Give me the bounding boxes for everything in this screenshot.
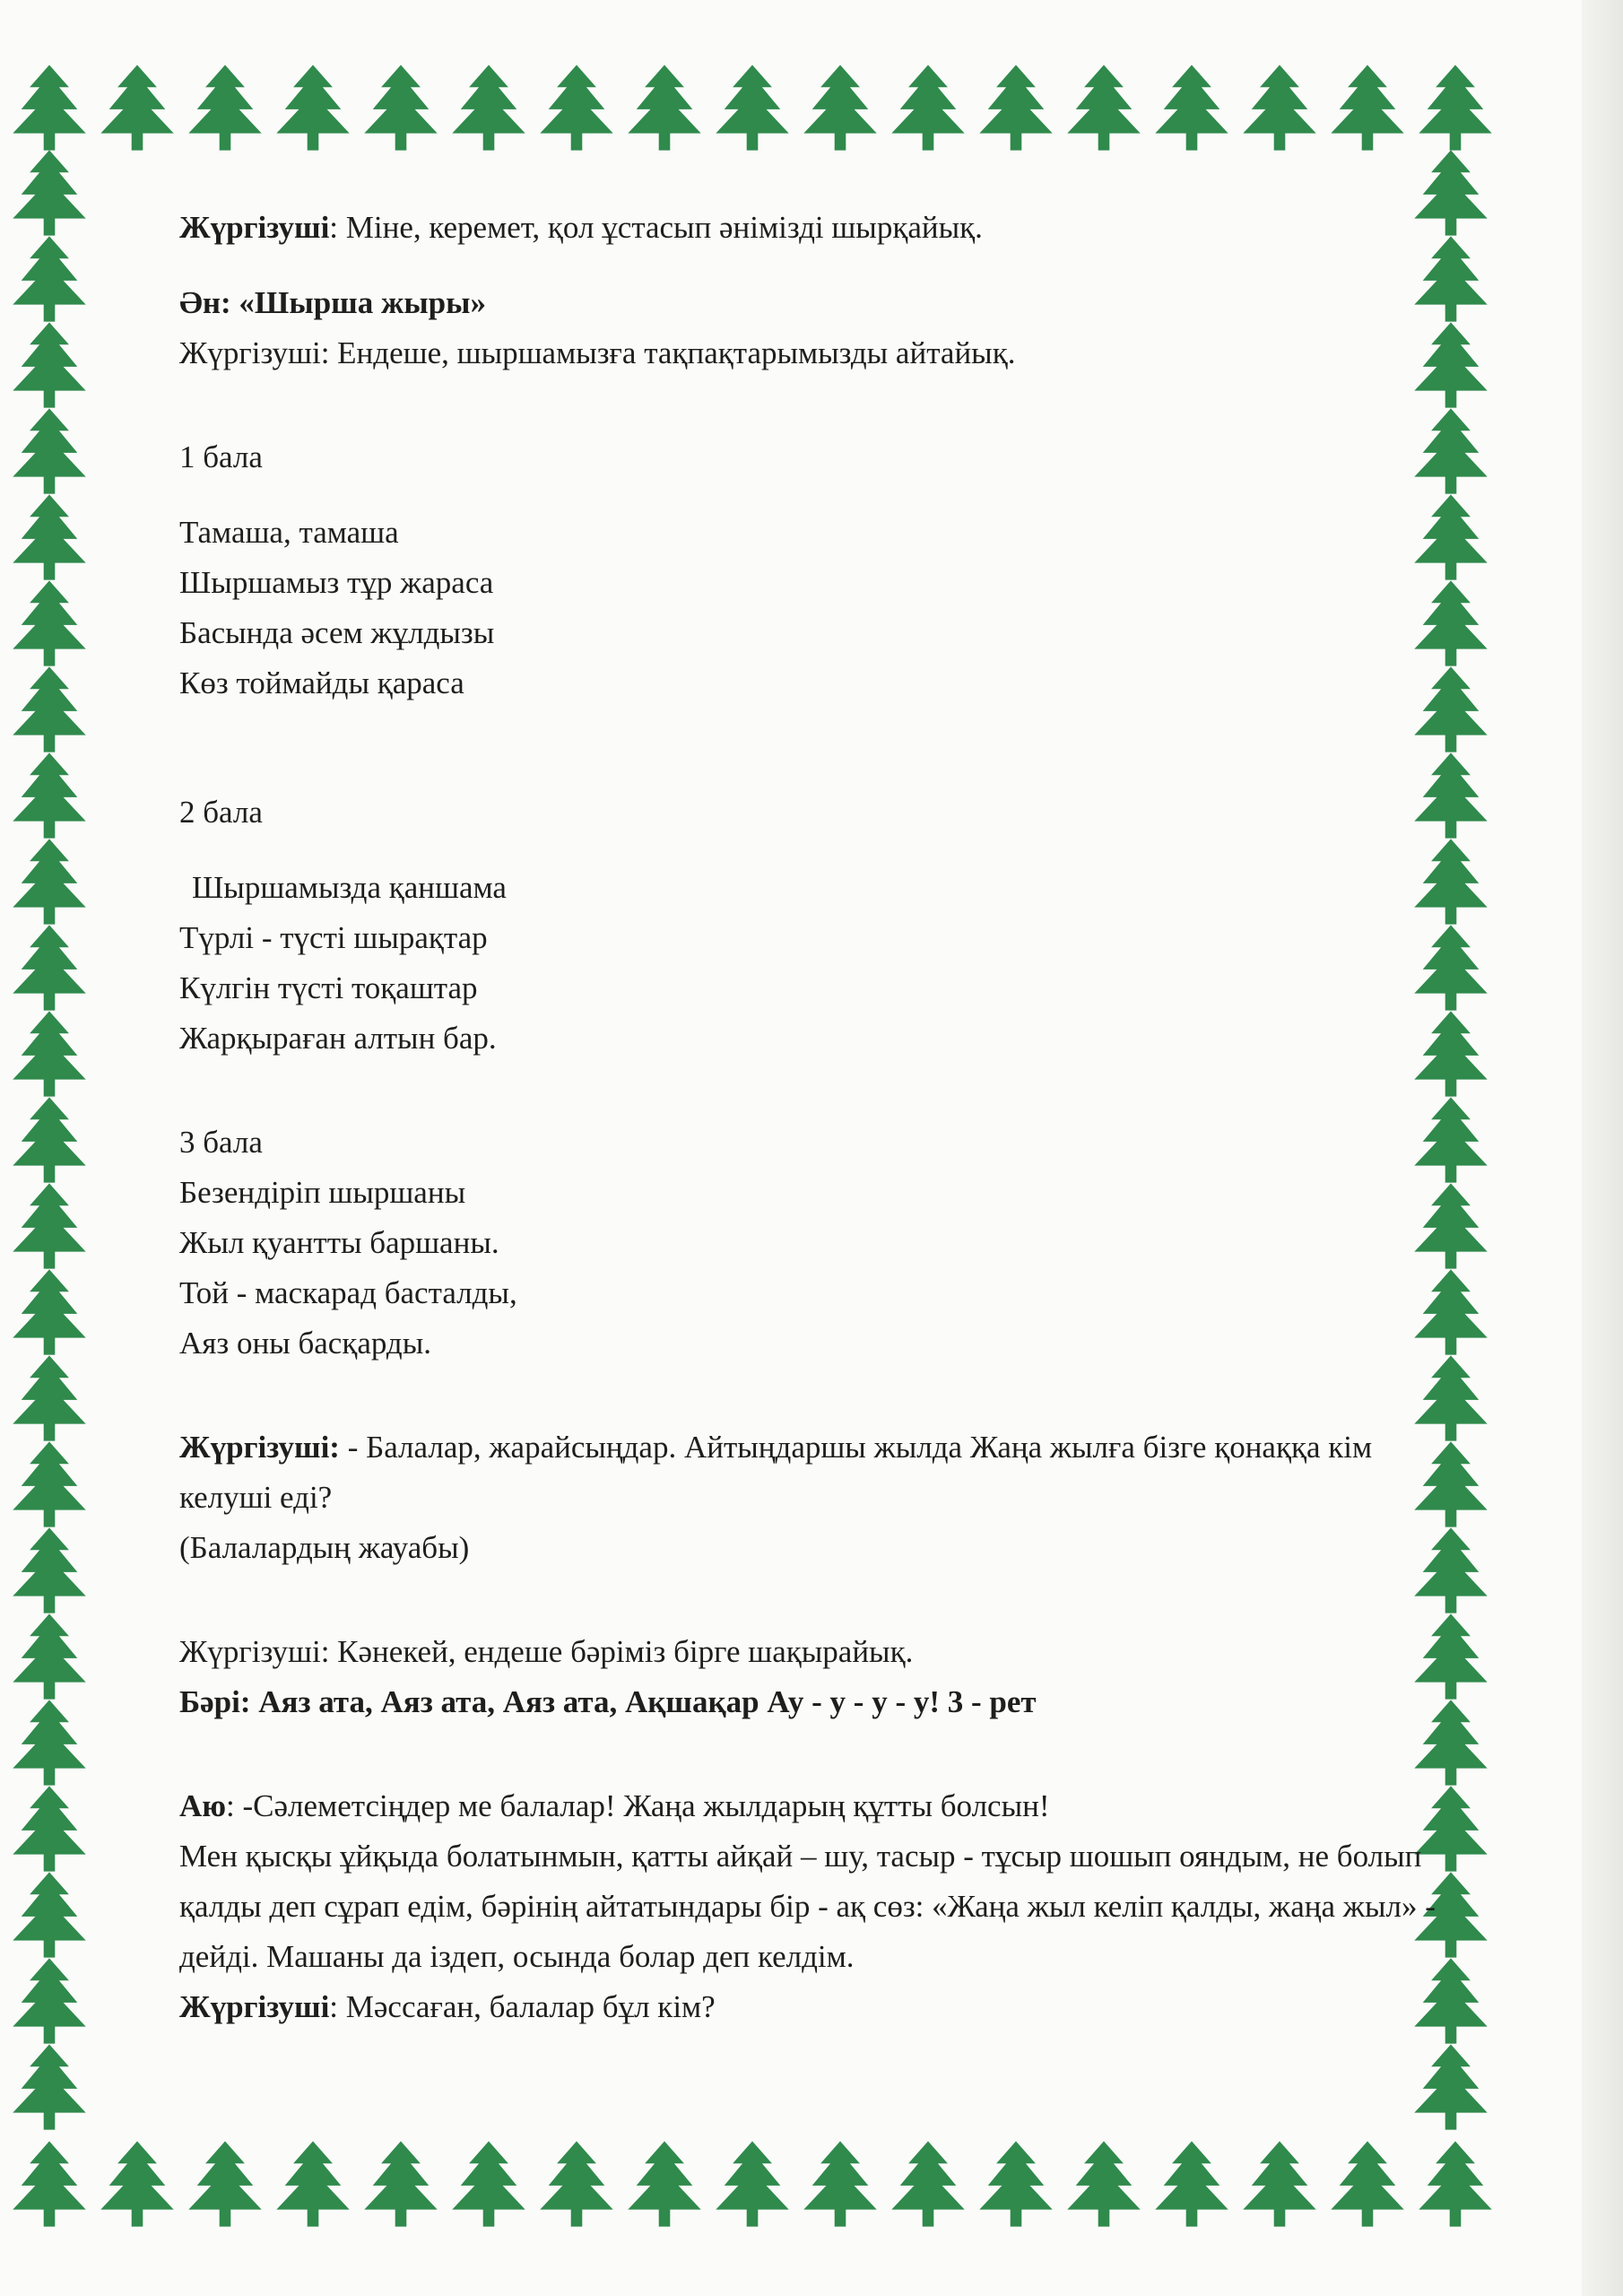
poem-2-line-1: Шыршамызда қаншама (192, 870, 507, 905)
fir-tree-icon (979, 2141, 1052, 2226)
host-line-3: Жүргізуші: Кәнекей, ендеше бәріміз бірге шақырайық. (179, 1634, 914, 1669)
fir-tree-icon (540, 65, 612, 150)
fir-tree-icon (716, 65, 788, 150)
fir-tree-icon (13, 1613, 85, 1699)
fir-tree-icon (1243, 65, 1315, 150)
fir-tree-icon (891, 2141, 964, 2226)
fir-tree-icon (13, 580, 85, 665)
fir-tree-icon (13, 236, 85, 321)
fir-tree-icon (1067, 65, 1140, 150)
poem-3-line-3: Той - маскарад басталды, (179, 1275, 517, 1310)
poem-2-line-4: Жарқыраған алтын бар. (179, 1021, 497, 1056)
fir-tree-icon (803, 2141, 876, 2226)
fir-tree-icon (13, 1183, 85, 1268)
fir-tree-icon (13, 839, 85, 924)
fir-tree-icon (13, 2141, 85, 2226)
fir-tree-icon (1067, 2141, 1140, 2226)
fir-tree-icon (13, 1527, 85, 1613)
fir-tree-icon (13, 752, 85, 838)
fir-tree-icon (716, 2141, 788, 2226)
fir-tree-icon (13, 322, 85, 407)
host-speaker: Жүргізуші (179, 1989, 330, 2024)
fir-tree-icon (1155, 65, 1228, 150)
fir-tree-icon (1331, 2141, 1403, 2226)
fir-tree-icon (100, 2141, 173, 2226)
children-answer: (Балалардың жауабы) (179, 1530, 470, 1565)
fir-tree-icon (628, 65, 700, 150)
fir-tree-icon (188, 2141, 261, 2226)
fir-tree-icon (13, 1441, 85, 1526)
fir-tree-icon (1243, 2141, 1315, 2226)
fir-tree-icon (13, 1786, 85, 1871)
host-question: Жүргізуші: - Балалар, жарайсыңдар. Айтыңдаршы жылда Жаңа жылға бізге қонаққа кім келуші еді? (179, 1430, 1373, 1515)
child-3-label: 3 бала (179, 1125, 263, 1160)
host-speaker: Жүргізуші (179, 210, 330, 245)
fir-tree-icon (13, 494, 85, 579)
fir-tree-icon (13, 1700, 85, 1785)
bear-speaker: Аю (179, 1788, 227, 1823)
fir-tree-icon (188, 65, 261, 150)
fir-tree-icon (364, 2141, 437, 2226)
fir-tree-icon (628, 2141, 700, 2226)
fir-tree-icon (452, 2141, 525, 2226)
fir-tree-icon (13, 65, 85, 150)
fir-tree-icon (13, 925, 85, 1010)
fir-tree-icon (13, 1011, 85, 1096)
fir-tree-icon (452, 65, 525, 150)
fir-tree-icon (364, 65, 437, 150)
poem-3-line-2: Жыл қуантты баршаны. (179, 1225, 499, 1260)
host-line-2: Жүргізуші: Ендеше, шыршамызға тақпақтарымызды айтайық. (179, 335, 1016, 370)
fir-tree-icon (13, 1269, 85, 1354)
child-2-label: 2 бала (179, 795, 263, 830)
fir-tree-icon (979, 65, 1052, 150)
fir-tree-icon (540, 2141, 612, 2226)
bear-speech: Мен қысқы ұйқыда болатынмын, қатты айқай – шу, тасыр - тұсыр шошып ояндым, не болып қалды деп сұрап едім, бәрінің айтатындары бір - ақ сөз: «Жаңа жыл келіп қалды, жаңа жыл» - дейді. Машаны да іздеп, осында болар деп келдім. (179, 1839, 1436, 1974)
fir-tree-icon (13, 1097, 85, 1182)
fir-tree-icon (13, 408, 85, 493)
fir-tree-icon (13, 666, 85, 752)
poem-2-line-2: Түрлі - түсті шырақтар (179, 920, 488, 955)
fir-tree-icon (13, 150, 85, 235)
fir-tree-icon (1155, 2141, 1228, 2226)
bear-greeting: Аю: -Сәлеметсіңдер ме балалар! Жаңа жылдарың құтты болсын! (179, 1788, 1050, 1823)
poem-1-line-4: Көз тоймайды қараса (179, 665, 464, 700)
poem-1-line-2: Шыршамыз тұр жараса (179, 565, 494, 600)
poem-1-line-3: Басында әсем жұлдызы (179, 615, 495, 650)
fir-tree-icon (803, 65, 876, 150)
host-line-1 (179, 203, 1444, 253)
all-call: Бәрі: Аяз ата, Аяз ата, Аяз ата, Ақшақар Ау - у - у - у! 3 - рет (179, 1684, 1037, 1719)
fir-tree-icon (13, 2044, 85, 2129)
fir-tree-icon (100, 65, 173, 150)
fir-tree-icon (13, 1355, 85, 1440)
poem-1-line-1: Тамаша, тамаша (179, 515, 399, 550)
poem-2-line-3: Күлгін түсті тоқаштар (179, 970, 478, 1005)
host-line-4: Жүргізуші: Мәссаған, балалар бұл кім? (179, 1989, 716, 2024)
fir-tree-icon (1419, 65, 1491, 150)
fir-tree-icon (1419, 2141, 1491, 2226)
fir-tree-icon (276, 2141, 349, 2226)
host-line-1-text: : Міне, керемет, қол ұстасып әнімізді шырқайық. (329, 210, 983, 245)
child-1-label: 1 бала (179, 439, 263, 474)
document-text (179, 203, 1444, 2032)
host-speaker: Жүргізуші: (179, 1430, 340, 1465)
poem-3-line-1: Безендіріп шыршаны (179, 1175, 466, 1210)
fir-tree-icon (1414, 2044, 1487, 2129)
poem-3-line-4: Аяз оны басқарды. (179, 1326, 431, 1361)
fir-tree-icon (276, 65, 349, 150)
fir-tree-icon (13, 1872, 85, 1957)
fir-tree-icon (1331, 65, 1403, 150)
song-title: Ән: «Шырша жыры» (179, 285, 486, 320)
fir-tree-icon (13, 1958, 85, 2043)
fir-tree-icon (891, 65, 964, 150)
